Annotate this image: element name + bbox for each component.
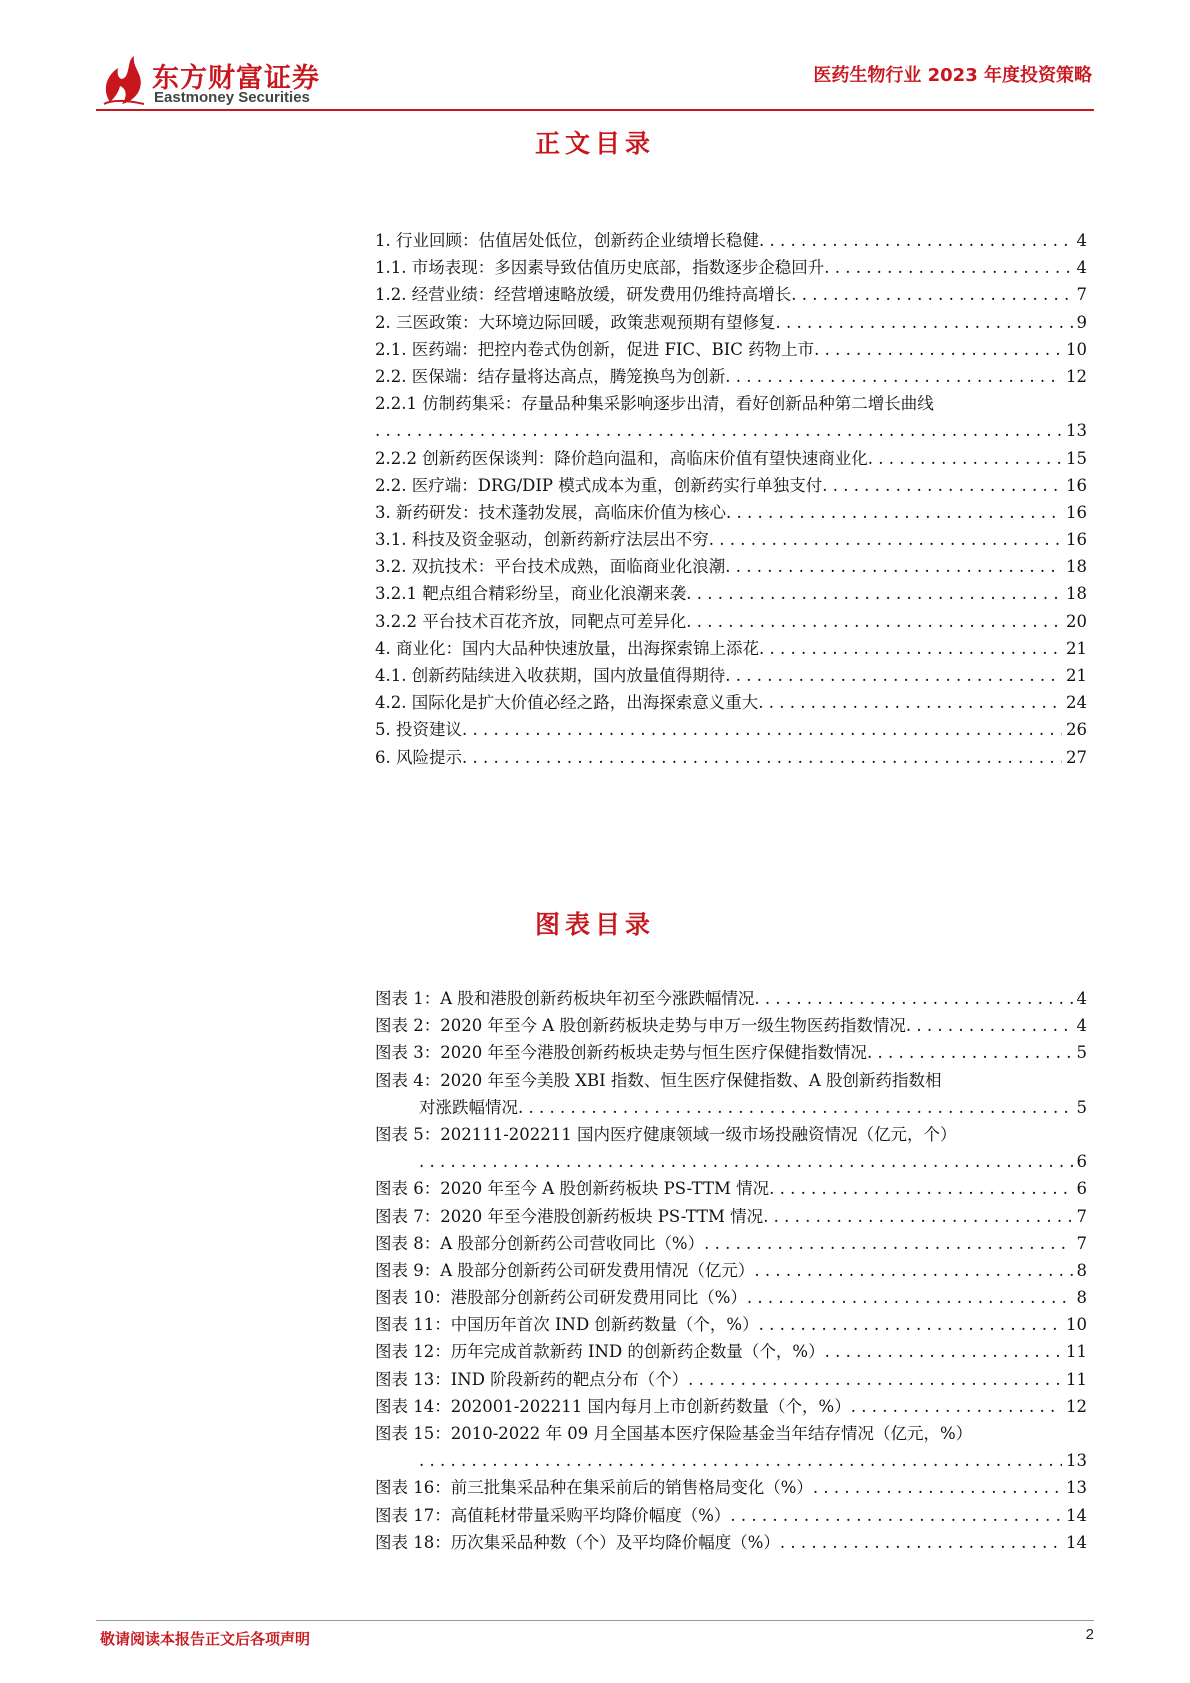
figure-entry[interactable] xyxy=(375,1284,1087,1311)
figure-entry[interactable] xyxy=(375,1257,1087,1284)
leader-dots xyxy=(759,1311,1062,1338)
leader-dots xyxy=(688,1366,1062,1393)
toc-entry[interactable] xyxy=(375,662,1087,689)
figure-entry-title: 图表 10：港股部分创新药公司研发费用同比（%） xyxy=(375,1288,747,1308)
toc-entry-title: 3.1. 科技及资金驱动，创新药新疗法层出不穷 xyxy=(375,530,709,550)
toc-entry-page: 21 xyxy=(1066,638,1087,658)
toc-entry-page: 4 xyxy=(1076,258,1087,278)
toc-entry-title: 3. 新药研发：技术蓬勃发展，高临床价值为核心 xyxy=(375,502,726,522)
toc-entry-title: 2. 三医政策：大环境边际回暖，政策悲观预期有望修复 xyxy=(375,312,776,332)
leader-dots xyxy=(769,1175,1072,1202)
figure-entry-page: 11 xyxy=(1066,1369,1087,1389)
figure-entry[interactable] xyxy=(375,1121,1087,1148)
figure-entry-page: 8 xyxy=(1076,1288,1087,1308)
leader-dots xyxy=(868,445,1062,472)
toc-entry-page: 16 xyxy=(1066,530,1087,550)
logo-english-name: Eastmoney Securities xyxy=(154,89,310,106)
toc-entry-page: 15 xyxy=(1066,448,1087,468)
toc-entry-title: 6. 风险提示 xyxy=(375,747,462,767)
figure-entry[interactable] xyxy=(375,1203,1087,1230)
leader-dots xyxy=(419,1447,1062,1474)
figure-entry-page: 13 xyxy=(1066,1451,1087,1471)
toc-entry-title: 3.2. 双抗技术：平台技术成熟，面临商业化浪潮 xyxy=(375,557,726,577)
figure-entry-page: 14 xyxy=(1066,1532,1087,1552)
figure-entry-continuation[interactable] xyxy=(375,1148,1087,1175)
figure-entry-page: 7 xyxy=(1076,1233,1087,1253)
figure-entry[interactable] xyxy=(375,1311,1087,1338)
leader-dots xyxy=(780,1529,1062,1556)
toc-entry-title: 2.2.1 仿制药集采：存量品种集采影响逐步出清，看好创新品种第二增长曲线 xyxy=(375,394,934,414)
leader-dots xyxy=(758,689,1062,716)
figure-entry-title: 图表 1：A 股和港股创新药板块年初至今涨跌幅情况 xyxy=(375,989,755,1008)
leader-dots xyxy=(763,1203,1072,1230)
toc-entry[interactable] xyxy=(375,254,1087,281)
leader-dots xyxy=(462,744,1062,771)
leader-dots xyxy=(709,526,1062,553)
figure-entry-title: 图表 14：202001-202211 国内每月上市创新药数量（个，%） xyxy=(375,1396,851,1416)
toc-entry-title: 1.2. 经营业绩：经营增速略放缓，研发费用仍维持高增长 xyxy=(375,285,792,305)
leader-dots xyxy=(730,1502,1062,1529)
toc-entry[interactable] xyxy=(375,635,1087,662)
figure-entry-title: 图表 9：A 股部分创新药公司研发费用情况（亿元） xyxy=(375,1260,755,1280)
toc-entry-page: 24 xyxy=(1066,693,1087,713)
leader-dots xyxy=(759,227,1073,254)
toc-entry-page: 20 xyxy=(1066,611,1087,631)
toc-entry-title: 4. 商业化：国内大品种快速放量，出海探索锦上添花 xyxy=(375,638,759,658)
figure-entry-title: 图表 17：高值耗材带量采购平均降价幅度（%） xyxy=(375,1505,731,1525)
toc-entry-page: 4 xyxy=(1076,231,1087,250)
figure-entry-title: 图表 12：历年完成首款新药 IND 的创新药企数量（个，%） xyxy=(375,1342,825,1362)
figure-entry-continuation[interactable] xyxy=(375,1094,1087,1121)
figures-list xyxy=(375,985,1087,1556)
figure-entry-title: 图表 11：中国历年首次 IND 创新药数量（个，%） xyxy=(375,1315,759,1335)
toc-entry[interactable] xyxy=(375,580,1087,607)
leader-dots xyxy=(419,1148,1073,1175)
toc-entry-page: 16 xyxy=(1066,502,1087,522)
figure-entry-page: 6 xyxy=(1076,1152,1087,1172)
toc-entry-title: 4.1. 创新药陆续进入收获期，国内放量值得期待 xyxy=(375,666,726,685)
leader-dots xyxy=(754,985,1072,1012)
toc-entry-page: 13 xyxy=(1066,421,1087,441)
leader-dots xyxy=(906,1012,1073,1039)
toc-entry[interactable] xyxy=(375,499,1087,526)
toc-entry[interactable] xyxy=(375,336,1087,363)
figure-entry-page: 13 xyxy=(1066,1478,1087,1498)
figure-entry-title: 图表 18：历次集采品种数（个）及平均降价幅度（%） xyxy=(375,1532,780,1552)
toc-entry[interactable] xyxy=(375,553,1087,580)
toc-list xyxy=(375,227,1087,771)
figure-entry-continuation[interactable] xyxy=(375,1447,1087,1474)
toc-entry-title: 4.2. 国际化是扩大价值必经之路，出海探索意义重大 xyxy=(375,693,759,713)
toc-entry-title: 3.2.1 靶点组合精彩纷呈，商业化浪潮来袭 xyxy=(375,584,687,604)
toc-heading: 正文目录 xyxy=(534,129,655,158)
leader-dots xyxy=(825,1338,1062,1365)
report-title: 医药生物行业 2023 年度投资策略 xyxy=(813,65,1092,86)
figure-entry[interactable] xyxy=(375,1474,1087,1501)
leader-dots xyxy=(814,336,1062,363)
figure-entry-page: 10 xyxy=(1066,1315,1087,1335)
leader-dots xyxy=(725,662,1062,689)
footer-divider xyxy=(96,1620,1094,1621)
figure-entry[interactable] xyxy=(375,1366,1087,1393)
leader-dots xyxy=(726,499,1062,526)
toc-entry[interactable] xyxy=(375,526,1087,553)
leader-dots xyxy=(462,716,1062,743)
toc-entry[interactable] xyxy=(375,281,1087,308)
figure-entry-page: 12 xyxy=(1066,1396,1087,1416)
toc-entry-page: 18 xyxy=(1066,557,1087,577)
disclaimer-note: 敬请阅读本报告正文后各项声明 xyxy=(100,1630,311,1648)
toc-entry-title: 2.2. 医疗端：DRG/DIP 模式成本为重，创新药实行单独支付 xyxy=(375,475,823,495)
toc-entry[interactable] xyxy=(375,472,1087,499)
toc-entry-continuation[interactable] xyxy=(375,417,1087,444)
leader-dots xyxy=(867,1039,1073,1066)
toc-entry-page: 10 xyxy=(1066,339,1087,359)
figure-entry-title: 图表 6：2020 年至今 A 股创新药板块 PS-TTM 情况 xyxy=(375,1179,770,1199)
toc-entry-page: 16 xyxy=(1066,475,1087,495)
figure-entry[interactable] xyxy=(375,1012,1087,1039)
figure-entry-page: 11 xyxy=(1066,1342,1087,1362)
figure-entry-title-cont: 对涨跌幅情况 xyxy=(419,1097,518,1117)
leader-dots xyxy=(851,1393,1062,1420)
figure-entry-page: 4 xyxy=(1076,1016,1087,1036)
toc-entry[interactable] xyxy=(375,227,1087,254)
figure-entry-title: 图表 15：2010-2022 年 09 月全国基本医疗保险基金当年结存情况（亿元，%） xyxy=(375,1424,973,1443)
leader-dots xyxy=(813,1474,1062,1501)
toc-entry-page: 27 xyxy=(1066,747,1087,767)
toc-entry[interactable] xyxy=(375,309,1087,336)
figure-entry[interactable] xyxy=(375,1502,1087,1529)
figure-entry-title: 图表 16：前三批集采品种在集采前后的销售格局变化（%） xyxy=(375,1478,813,1498)
toc-entry[interactable] xyxy=(375,390,1087,417)
toc-entry-title: 5. 投资建议 xyxy=(375,720,462,740)
toc-entry-page: 12 xyxy=(1066,366,1087,386)
toc-entry-page: 9 xyxy=(1076,312,1087,332)
figure-entry-page: 5 xyxy=(1076,1043,1087,1063)
page-number: 2 xyxy=(1085,1626,1094,1643)
flame-logo-icon xyxy=(100,54,148,106)
toc-entry[interactable] xyxy=(375,744,1087,771)
figure-entry[interactable] xyxy=(375,1529,1087,1556)
figure-entry[interactable] xyxy=(375,1393,1087,1420)
figure-entry-page: 7 xyxy=(1076,1206,1087,1226)
leader-dots xyxy=(759,635,1062,662)
toc-entry-title: 3.2.2 平台技术百花齐放，同靶点可差异化 xyxy=(375,611,687,631)
figure-entry[interactable] xyxy=(375,1067,1087,1094)
figure-entry[interactable] xyxy=(375,1420,1087,1447)
figure-entry-title: 图表 13：IND 阶段新药的靶点分布（个） xyxy=(375,1369,689,1389)
toc-entry[interactable] xyxy=(375,689,1087,716)
leader-dots xyxy=(725,553,1062,580)
toc-entry-title: 1. 行业回顾：估值居处低位，创新药企业绩增长稳健 xyxy=(375,231,759,250)
figures-heading: 图表目录 xyxy=(534,910,655,939)
leader-dots xyxy=(754,1257,1072,1284)
figure-entry[interactable] xyxy=(375,985,1087,1012)
logo-chinese-name: 东方财富证券 xyxy=(152,63,320,94)
leader-dots xyxy=(518,1094,1073,1121)
toc-entry[interactable] xyxy=(375,363,1087,390)
figure-entry-title: 图表 4：2020 年至今美股 XBI 指数、恒生医疗保健指数、A 股创新药指数相 xyxy=(375,1070,942,1090)
toc-entry-title: 2.2.2 创新药医保谈判：降价趋向温和，高临床价值有望快速商业化 xyxy=(375,448,868,468)
figure-entry-title: 图表 3：2020 年至今港股创新药板块走势与恒生医疗保健指数情况 xyxy=(375,1043,867,1063)
toc-entry[interactable] xyxy=(375,716,1087,743)
leader-dots xyxy=(822,472,1062,499)
leader-dots xyxy=(776,309,1073,336)
leader-dots xyxy=(375,417,1062,444)
figure-entry-page: 14 xyxy=(1066,1505,1087,1525)
leader-dots xyxy=(704,1230,1072,1257)
leader-dots xyxy=(686,608,1062,635)
toc-entry-page: 7 xyxy=(1076,285,1087,305)
leader-dots xyxy=(686,580,1062,607)
figure-entry-title: 图表 8：A 股部分创新药公司营收同比（%） xyxy=(375,1233,705,1253)
toc-entry-title: 2.2. 医保端：结存量将达高点，腾笼换鸟为创新 xyxy=(375,366,726,386)
figure-entry[interactable] xyxy=(375,1175,1087,1202)
toc-entry-page: 26 xyxy=(1066,720,1087,740)
figure-entry[interactable] xyxy=(375,1338,1087,1365)
toc-entry-page: 21 xyxy=(1066,666,1087,685)
toc-entry[interactable] xyxy=(375,445,1087,472)
leader-dots xyxy=(791,281,1072,308)
figure-entry-title: 图表 2：2020 年至今 A 股创新药板块走势与申万一级生物医药指数情况 xyxy=(375,1016,906,1036)
figure-entry-title: 图表 7：2020 年至今港股创新药板块 PS-TTM 情况 xyxy=(375,1206,764,1226)
figure-entry-page: 6 xyxy=(1076,1179,1087,1199)
figure-entry[interactable] xyxy=(375,1230,1087,1257)
toc-entry[interactable] xyxy=(375,608,1087,635)
leader-dots xyxy=(747,1284,1073,1311)
toc-entry-title: 2.1. 医药端：把控内卷式伪创新，促进 FIC、BIC 药物上市 xyxy=(375,339,815,359)
figure-entry-page: 5 xyxy=(1076,1097,1087,1117)
toc-entry-page: 18 xyxy=(1066,584,1087,604)
figure-entry-page: 4 xyxy=(1076,989,1087,1008)
figure-entry-title: 图表 5：202111-202211 国内医疗健康领域一级市场投融资情况（亿元，个） xyxy=(375,1124,957,1144)
page-header xyxy=(0,0,1190,120)
toc-entry-title: 1.1. 市场表现：多因素导致估值历史底部，指数逐步企稳回升 xyxy=(375,258,825,278)
figure-entry[interactable] xyxy=(375,1039,1087,1066)
leader-dots xyxy=(725,363,1062,390)
figure-entry-page: 8 xyxy=(1076,1260,1087,1280)
company-logo xyxy=(100,52,340,112)
leader-dots xyxy=(824,254,1072,281)
header-divider xyxy=(96,109,1094,111)
